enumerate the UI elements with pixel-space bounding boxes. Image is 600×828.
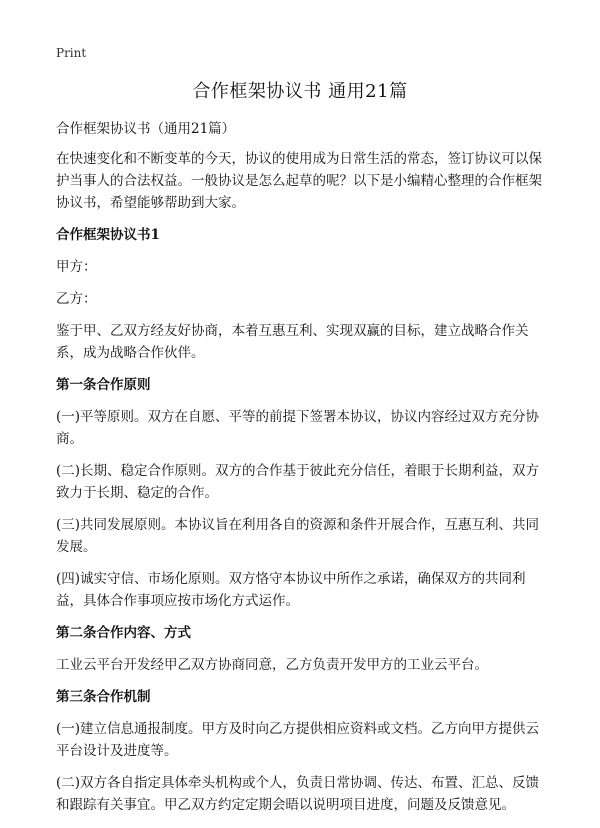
article-3-heading: 第三条合作机制 <box>56 689 151 705</box>
preamble-paragraph: 鉴于甲、乙双方经友好协商，本着互惠互利、实现双赢的目标，建立战略合作关系，成为战略合作伙伴。 <box>56 323 529 361</box>
article-1-heading: 第一条合作原则 <box>56 377 151 393</box>
article-3-item: (一)建立信息通报制度。甲方及时向乙方提供相应资料或文档。乙方向甲方提供云平台设计及进度等。 <box>56 721 540 759</box>
article-3-item: (二)双方各自指定具体牵头机构或个人，负责日常协调、传达、布置、汇总、反馈和跟踪有关事宜。甲乙双方约定定期会晤以说明项目进度，问题及反馈意见。 <box>56 775 540 813</box>
article-2-heading: 第二条合作内容、方式 <box>56 625 191 641</box>
document-title: 合作框架协议书 通用21篇 <box>192 81 408 102</box>
section-heading-1: 合作框架协议书1 <box>56 227 160 243</box>
party-a-line: 甲方： <box>56 259 97 275</box>
article-2-text: 工业云平台开发经甲乙双方协商同意，乙方负责开发甲方的工业云平台。 <box>56 657 488 673</box>
document-subtitle: 合作框架协议书（通用21篇） <box>56 121 236 137</box>
article-1-item: (三)共同发展原则。本协议旨在利用各自的资源和条件开展合作，互惠互利、共同发展。 <box>56 517 540 555</box>
article-1-item: (二)长期、稳定合作原则。双方的合作基于彼此充分信任，着眼于长期利益，双方致力于长期、稳定的合作。 <box>56 463 540 501</box>
intro-paragraph: 在快速变化和不断变革的今天，协议的使用成为日常生活的常态，签订协议可以保护当事人的合法权益。一般协议是怎么起草的呢？以下是小编精心整理的合作框架协议书，希望能够帮助到大家。 <box>56 151 542 211</box>
print-link[interactable]: Print <box>56 46 87 60</box>
article-1-item: (四)诚实守信、市场化原则。双方恪守本协议中所作之承诺，确保双方的共同利益，具体合作事项应按市场化方式运作。 <box>56 571 526 609</box>
article-1-item: (一)平等原则。双方在自愿、平等的前提下签署本协议，协议内容经过双方充分协商。 <box>56 409 540 447</box>
party-b-line: 乙方： <box>56 291 97 307</box>
